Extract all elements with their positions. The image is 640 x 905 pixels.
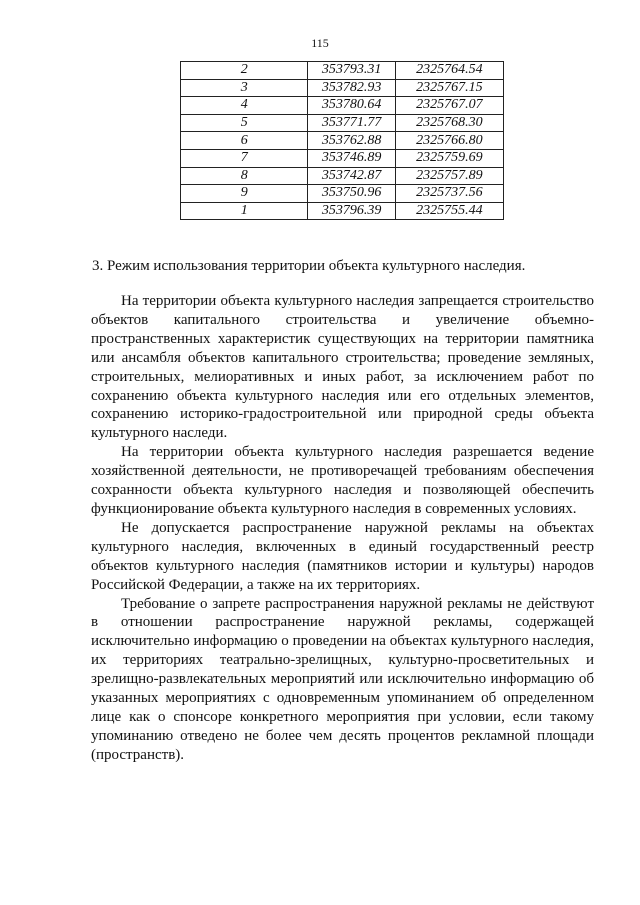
paragraph-advertising-exception: Требование о запрете распространения наружной рекламы не действуют в отношении распространение наружной рекламы, содержащей исключительно информацию о проведении на объектах культурного наследия, их территориях театрально-зрелищных, культурно-просветительных и зрелищно-развлекательных мероприятий или исключительно информацию об указанных мероприятиях с одновременным упоминанием об определенном лице как о спонсоре конкретного мероприятия при условии, если такому упоминанию отведено не более чем десять процентов рекламной площади (пространств). [91,595,594,763]
paragraph-prohibitions: На территории объекта культурного наследия запрещается строительство объектов капитального строительства и увеличение объемно-пространственных характеристик существующих на территории памятника или ансамбля объектов капитального строительства; проведение земляных, строительных, мелиоративных и иных работ, за исключением работ по сохранению объекта культурного наследия или его отдельных элементов, сохранению историко-градостроительной или природной среды объекта культурного наследи. [91,293,594,442]
y-coordinate-cell: 2325759.69 [395,149,503,167]
table-row [181,132,504,150]
y-coordinate-cell: 2325755.44 [395,202,503,220]
y-coordinate-cell: 2325737.56 [395,185,503,203]
table-row [181,79,504,97]
y-coordinate-cell: 2325767.07 [395,97,503,115]
x-coordinate-cell: 353793.31 [308,62,395,80]
coordinates-table [180,61,504,220]
point-number-cell: 4 [181,97,308,115]
x-coordinate-cell: 353771.77 [308,114,395,132]
x-coordinate-cell: 353782.93 [308,79,395,97]
table-row [181,62,504,80]
point-number-cell: 8 [181,167,308,185]
table-row [181,114,504,132]
table-row [181,167,504,185]
x-coordinate-cell: 353742.87 [308,167,395,185]
page-number: 115 [311,36,329,50]
y-coordinate-cell: 2325767.15 [395,79,503,97]
coordinates-table-body [181,62,504,220]
section-heading: 3. Режим использования территории объекта культурного наследия. [92,258,526,274]
table-row [181,97,504,115]
section-body [91,292,594,765]
point-number-cell: 5 [181,114,308,132]
y-coordinate-cell: 2325768.30 [395,114,503,132]
paragraph-permitted-activity: На территории объекта культурного наследия разрешается ведение хозяйственной деятельности, не противоречащей требованиям обеспечения сохранности объекта культурного наследия и позволяющей обеспечить функционирование объекта культурного наследия в современных условиях. [91,444,594,517]
x-coordinate-cell: 353750.96 [308,185,395,203]
point-number-cell: 6 [181,132,308,150]
x-coordinate-cell: 353796.39 [308,202,395,220]
point-number-cell: 9 [181,185,308,203]
point-number-cell: 7 [181,149,308,167]
x-coordinate-cell: 353762.88 [308,132,395,150]
y-coordinate-cell: 2325757.89 [395,167,503,185]
table-row [181,202,504,220]
point-number-cell: 3 [181,79,308,97]
x-coordinate-cell: 353780.64 [308,97,395,115]
point-number-cell: 2 [181,62,308,80]
y-coordinate-cell: 2325766.80 [395,132,503,150]
table-row [181,149,504,167]
x-coordinate-cell: 353746.89 [308,149,395,167]
table-row [181,185,504,203]
paragraph-advertising-ban: Не допускается распространение наружной рекламы на объектах культурного наследия, включенных в единый государственный реестр объектов культурного наследия (памятников истории и культуры) народов Российской Федерации, а также на их территориях. [91,519,594,593]
y-coordinate-cell: 2325764.54 [395,62,503,80]
point-number-cell: 1 [181,202,308,220]
